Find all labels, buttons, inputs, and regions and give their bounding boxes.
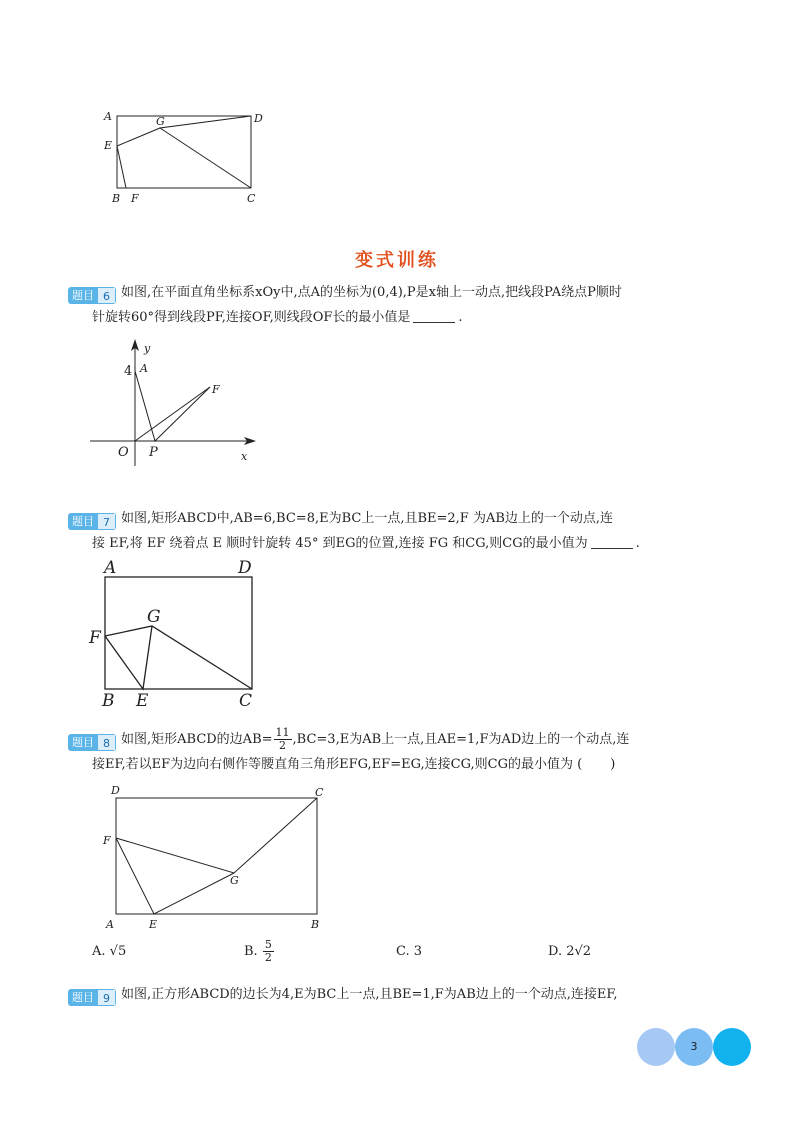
page-number-badge: [637, 1028, 751, 1066]
problem-tag: 题目 8: [68, 734, 116, 751]
problem-8: [68, 727, 728, 777]
problem-6: [68, 280, 728, 330]
figure-rectangle-abcd-top: [100, 108, 270, 213]
label-d: D: [254, 112, 263, 125]
option-d[interactable]: D. 2√2: [548, 944, 592, 959]
label-b: B: [102, 691, 115, 711]
label-c: C: [315, 786, 324, 799]
label-g: G: [147, 607, 161, 627]
label-d: D: [111, 784, 120, 797]
label-g: G: [230, 874, 239, 887]
answer-blank: [413, 308, 455, 323]
label-four: 4: [124, 364, 133, 379]
decor-circle-2: [675, 1028, 713, 1066]
label-a: A: [140, 362, 148, 375]
option-c[interactable]: C. 3: [396, 944, 423, 959]
label-g: G: [156, 115, 165, 128]
problem-tag: 题目 6: [68, 287, 116, 304]
label-a: A: [106, 918, 114, 931]
label-a: A: [104, 110, 112, 123]
decor-circle-3: [713, 1028, 751, 1066]
label-a: A: [104, 558, 117, 578]
label-d: D: [238, 558, 252, 578]
option-b[interactable]: B. $\frac{5}{2}$: [244, 938, 272, 964]
label-p: P: [149, 445, 158, 460]
problem-8-line-1: 题目 8 如图,矩形ABCD的边AB= $\frac{11}{2}$ ,BC=3,E为AB上一点,且AE=1,F为AD边上的一个动点,连: [68, 727, 728, 752]
label-c: C: [239, 691, 253, 711]
option-a[interactable]: A. √5: [92, 944, 127, 959]
problem-6-line-1: 题目 6 如图,在平面直角坐标系xOy中,点A的坐标为(0,4),P是x轴上一动点,把线段PA绕点P顺时: [68, 280, 728, 305]
problem-7: [68, 506, 728, 556]
label-f: F: [103, 834, 111, 847]
problem-9: [68, 982, 728, 1007]
figure-rectangle-abcd-7: [86, 556, 266, 712]
label-e: E: [149, 918, 158, 931]
figure-coordinate-plane: [88, 338, 263, 468]
page-number: 3: [690, 1040, 698, 1053]
label-x: x: [241, 450, 248, 463]
problem-tag: 题目 7: [68, 513, 116, 530]
label-y: y: [144, 342, 151, 355]
label-e: E: [136, 691, 149, 711]
label-b: B: [311, 918, 320, 931]
figure-rectangle-abcd-8: [100, 782, 330, 934]
problem-6-line-2: 针旋转60°得到线段PF,连接OF,则线段OF长的最小值是 .: [92, 310, 463, 325]
label-f: F: [212, 383, 220, 396]
fraction: $\frac{11}{2}$: [275, 726, 290, 752]
decor-circle-1: [637, 1028, 675, 1066]
fraction: $\frac{5}{2}$: [264, 938, 272, 964]
label-b: B: [112, 192, 121, 205]
label-c: C: [247, 192, 256, 205]
label-o: O: [118, 445, 129, 460]
problem-7-line-2: 接 EF,将 EF 绕着点 E 顺时针旋转 45° 到EG的位置,连接 FG 和CG,则CG的最小值为 .: [92, 536, 640, 551]
problem-8-line-2: 接EF,若以EF为边向右侧作等腰直角三角形EFG,EF=EG,连接CG,则CG的最小值为 ( ): [92, 757, 616, 772]
label-f: F: [89, 628, 101, 648]
label-e: E: [104, 139, 113, 152]
problem-tag: 题目 9: [68, 989, 116, 1006]
section-title: 变式训练: [355, 250, 439, 271]
answer-blank: [591, 534, 633, 549]
label-f: F: [131, 192, 139, 205]
problem-7-line-1: 题目 7 如图,矩形ABCD中,AB=6,BC=8,E为BC上一点,且BE=2,F 为AB边上的一个动点,连: [68, 506, 728, 531]
problem-9-line-1: 题目 9 如图,正方形ABCD的边长为4,E为BC上一点,且BE=1,F为AB边上的一个动点,连接EF,: [68, 982, 728, 1007]
